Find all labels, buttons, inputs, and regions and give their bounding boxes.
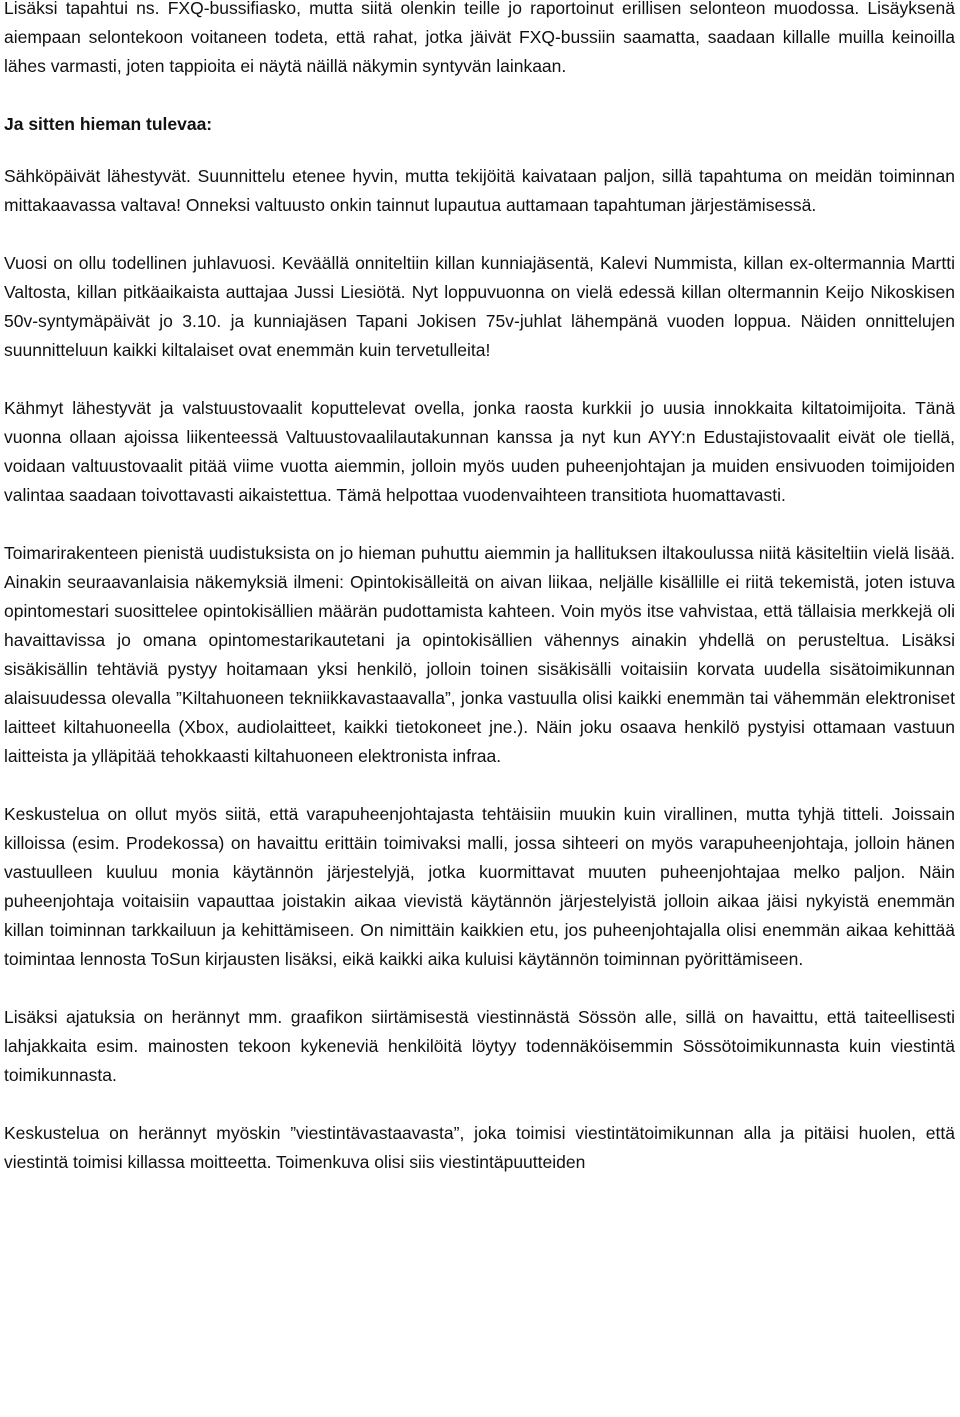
paragraph-fxq-bus: Lisäksi tapahtui ns. FXQ-bussifiasko, mutta siitä olenkin teille jo raportoinut erillisen selonteon muodossa. Lisäyksenä aiempaan selontekoon voitaneen todeta, että rahat, jotka jäivät FXQ-bussiin saamatta, saadaan killalle muilla keinoilla lähes varmasti, joten tappioita ei näytä näillä näkymin syntyvän lainkaan. (4, 0, 955, 76)
paragraph-kahmyt: Kähmyt lähestyvät ja valstuustovaalit koputtelevat ovella, jonka raosta kurkkii jo uusia innokkaita kiltatoimijoita. Tänä vuonna ollaan ajoissa liikenteessä Valtuustovaalilautakunnan kanssa ja nyt kun AYY:n Edustajistovaalit eivät ole tiellä, voidaan valtuustovaalit pitää viime vuotta aiemmin, jolloin myös uuden puheenjohtajan ja muiden ensivuoden toimijoiden valintaa saadaan toivottavasti aikaistettua. Tämä helpottaa vuodenvaihteen transitiota huomattavasti. (4, 398, 955, 505)
paragraph-toimarirakenne: Toimarirakenteen pienistä uudistuksista on jo hieman puhuttu aiemmin ja hallituksen iltakoulussa niitä käsiteltiin vielä lisää. Ainakin seuraavanlaisia näkemyksiä ilmeni: Opintokisälleitä on aivan liikaa, neljälle kisällille ei riitä tekemistä, joten istuva opintomestari suosittelee opintokisällien määrän pudottamista kahteen. Voin myös itse vahvistaa, että tällaisia merkkejä oli havaittavissa jo omana opintomestarikautetani ja opintokisällien vähennys ainakin yhdellä on perusteltua. Lisäksi sisäkisällin tehtäviä pystyy hoitamaan yksi henkilö, jolloin toinen sisäkisälli voitaisiin korvata uudella sisätoimikunnan alaisuudessa olevalla ”Kiltahuoneen tekniikkavastaavalla”, jonka vastuulla olisi kaikki enemmän tai vähemmän elektroniset laitteet kiltahuoneella (Xbox, audiolaitteet, kaikki tietokoneet jne.). Näin joku osaava henkilö pystyisi ottamaan vastuun laitteista ja ylläpitää tehokkaasti kiltahuoneen elektronista infraa. (4, 543, 955, 766)
section-heading-future: Ja sitten hieman tulevaa: (4, 114, 213, 134)
paragraph-varapuheenjohtaja: Keskustelua on ollut myös siitä, että varapuheenjohtajasta tehtäisiin muukin kuin virallinen, mutta tyhjä titteli. Joissain killoissa (esim. Prodekossa) on havaittu erittäin toimivaksi malli, jossa sihteeri on myös varapuheenjohtaja, jolloin hänen vastuulleen kuuluu monia käytännön järjestelyjä, jotka kuormittavat muuten puheenjohtajaa melko paljon. Näin puheenjohtaja voitaisiin vapauttaa joistakin aikaa vievistä käytännön järjestelyistä jolloin aikaa jäisi nykyistä enemmän killan toiminnan tarkkailuun ja kehittämiseen. On nimittäin kaikkien etu, jos puheenjohtajalla olisi enemmän aikaa kehittää toimintaa lennosta ToSun kirjausten lisäksi, eikä kaikki aika kuluisi käytännön toiminnan pyörittämiseen. (4, 804, 955, 969)
paragraph-viestintavastaava: Keskustelua on herännyt myöskin ”viestintävastaavasta”, joka toimisi viestintätoimikunnan alla ja pitäisi huolen, että viestintä toimisi killassa moitteetta. Toimenkuva olisi siis viestintäpuutteiden (4, 1123, 955, 1172)
paragraph-graafikko: Lisäksi ajatuksia on herännyt mm. graafikon siirtämisestä viestinnästä Sössön alle, sillä on havaittu, että taiteellisesti lahjakkaita esim. mainosten tekoon kykeneviä henkilöitä löytyy todennäköisemmin Sössötoimikunnasta kuin viestintä toimikunnasta. (4, 1007, 955, 1085)
document-page (4, 0, 955, 1177)
paragraph-sahkopaivat: Sähköpäivät lähestyvät. Suunnittelu etenee hyvin, mutta tekijöitä kaivataan paljon, sillä tapahtuma on meidän toiminnan mittakaavassa valtava! Onneksi valtuusto onkin tainnut lupautua auttamaan tapahtuman järjestämisessä. (4, 166, 955, 215)
paragraph-juhlavuosi: Vuosi on ollu todellinen juhlavuosi. Keväällä onniteltiin killan kunniajäsentä, Kalevi Nummista, killan ex-oltermannia Martti Valtosta, killan pitkäaikaista auttajaa Jussi Liesiötä. Nyt loppuvuonna on vielä edessä killan oltermannin Keijo Nikoskisen 50v-syntymäpäivät jo 3.10. ja kunniajäsen Tapani Jokisen 75v-juhlat lähempänä vuoden loppua. Näiden onnittelujen suunnitteluun kaikki kiltalaiset ovat enemmän kuin tervetulleita! (4, 253, 955, 360)
